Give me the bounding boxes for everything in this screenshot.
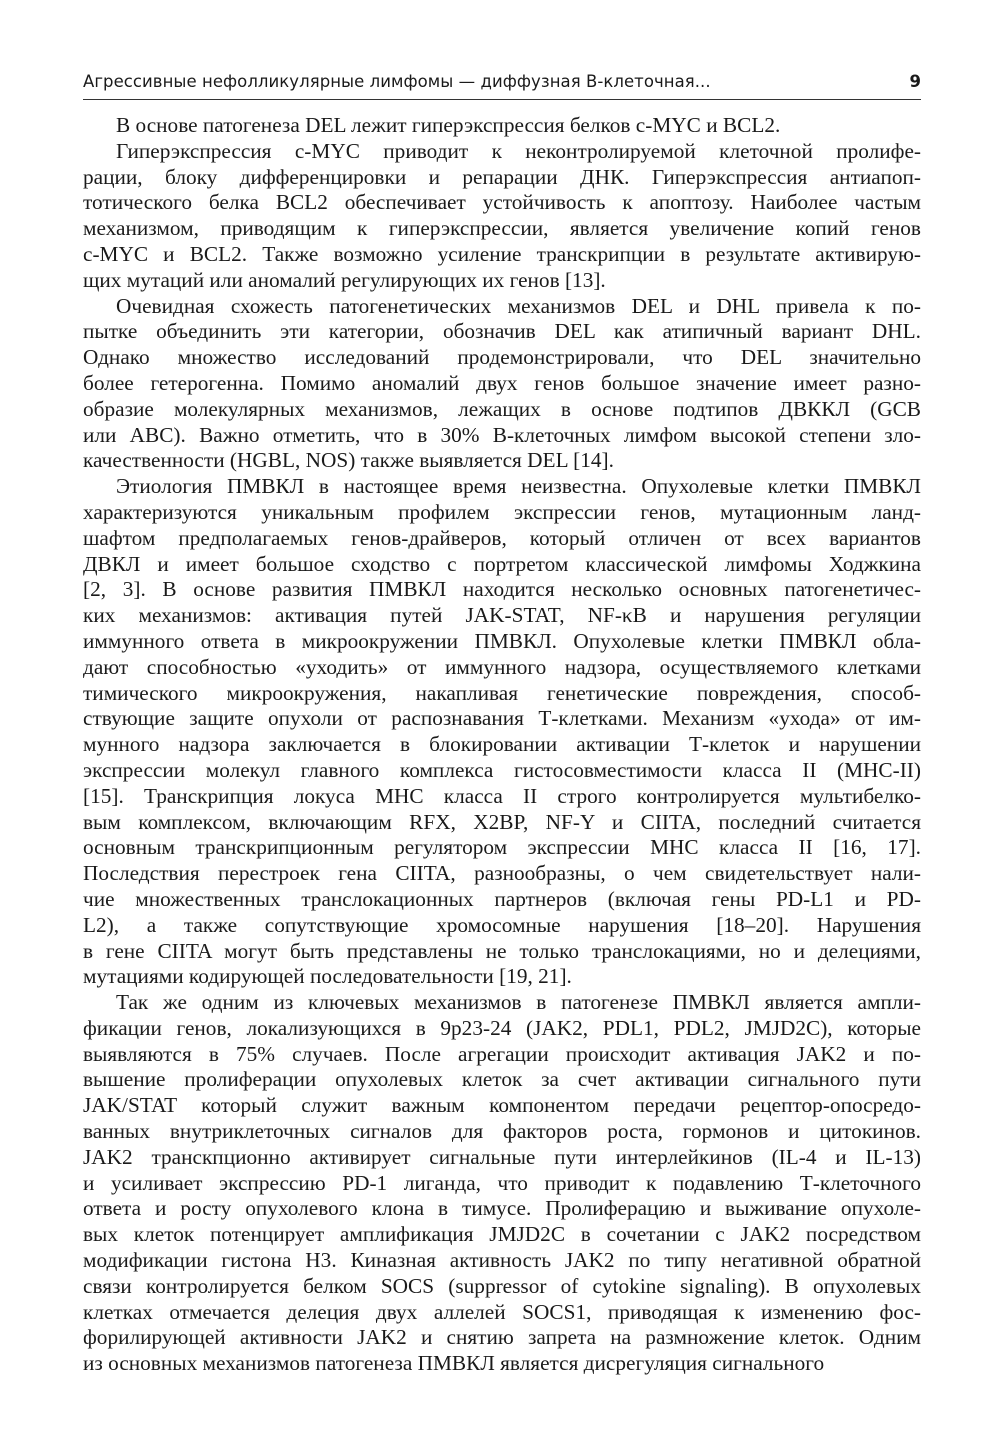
text-line: модификации гистона H3. Киназная активность JAK2 по типу негативной обратной xyxy=(83,1248,921,1273)
text-line: Последствия перестроек гена CIITA, разнообразны, о чем свидетельствует нали- xyxy=(83,861,921,886)
text-line: JAK/STAT который служит важным компонентом передачи рецептор-опосредо- xyxy=(83,1093,921,1118)
text-line: дают способностью «уходить» от иммунного надзора, осуществляемого клетками xyxy=(83,654,921,679)
text-line: Этиология ПМВКЛ в настоящее время неизвестна. Опухолевые клетки ПМВКЛ xyxy=(116,474,921,499)
text-line: тотического белка BCL2 обеспечивает устойчивость к апоптозу. Наиболее частым xyxy=(83,190,921,215)
text-line: Очевидная схожесть патогенетических механизмов DEL и DHL привела к по- xyxy=(116,293,921,318)
text-line: фикации генов, локализующихся в 9p23-24 (JAK2, PDL1, PDL2, JMJD2C), которые xyxy=(83,1015,921,1040)
text-line: клетках отмечается делеция двух аллелей SOCS1, приводящая к изменению фос- xyxy=(83,1299,921,1324)
paragraph xyxy=(83,474,921,990)
text-line: или ABC). Важно отметить, что в 30% В-клеточных лимфом высокой степени зло- xyxy=(83,422,921,447)
text-line: тимического микроокружения, накапливая генетические повреждения, способ- xyxy=(83,680,921,705)
text-line: ванных внутриклеточных сигналов для факторов роста, гормонов и цитокинов. xyxy=(83,1119,921,1144)
text-line: ствующие защите опухоли от распознавания Т-клетками. Механизм «ухода» от им- xyxy=(83,706,921,731)
text-line: иммунного ответа в микроокружении ПМВКЛ. Опухолевые клетки ПМВКЛ обла- xyxy=(83,628,921,653)
text-line: в гене CIITA могут быть представлены не только транслокациями, но и делециями, xyxy=(83,938,921,963)
text-line: ответа и росту опухолевого клона в тимусе. Пролиферацию и выживание опухоле- xyxy=(83,1196,921,1221)
paragraph xyxy=(83,139,921,294)
running-title: Агрессивные нефолликулярные лимфомы — диффузная В-клеточная... xyxy=(83,72,711,91)
header-rule xyxy=(83,99,921,100)
text-line: вым комплексом, включающим RFX, X2BP, NF-Y и CIITA, последний считается xyxy=(83,809,921,834)
page-number: 9 xyxy=(909,72,921,91)
text-line: вышение пролиферации опухолевых клеток за счет активации сигнального пути xyxy=(83,1067,921,1092)
text-line: основным транскрипционным регулятором экспрессии МНС класса II [16, 17]. xyxy=(83,835,921,860)
text-line: образие молекулярных механизмов, лежащих в основе подтипов ДВККЛ (GCB xyxy=(83,396,921,421)
text-line: [15]. Транскрипция локуса МНС класса II строго контролируется мультибелко- xyxy=(83,783,921,808)
text-line: Однако множество исследований продемонстрировали, что DEL значительно xyxy=(83,345,921,370)
text-line: чие множественных транслокационных партнеров (включая гены PD-L1 и PD- xyxy=(83,886,921,911)
text-line: L2), а также сопутствующие хромосомные нарушения [18–20]. Нарушения xyxy=(83,912,921,937)
text-line: шафтом предполагаемых генов-драйверов, который отличен от всех вариантов xyxy=(83,525,921,550)
text-line: рации, блоку дифференцировки и репарации ДНК. Гиперэкспрессия антиапоп- xyxy=(83,164,921,189)
text-line: форилирующей активности JAK2 и снятию запрета на размножение клеток. Одним xyxy=(83,1325,921,1350)
body-text xyxy=(83,113,921,1377)
text-line: В основе патогенеза DEL лежит гиперэкспрессия белков c-MYC и BCL2. xyxy=(116,113,781,137)
text-line: из основных механизмов патогенеза ПМВКЛ является дисрегуляция сигнального xyxy=(83,1351,825,1376)
text-line: и усиливает экспрессию PD-1 лиганда, что приводит к подавлению Т-клеточного xyxy=(83,1170,921,1195)
text-line: JAK2 транскпционно активирует сигнальные пути интерлейкинов (IL-4 и IL-13) xyxy=(83,1144,921,1169)
paragraph xyxy=(83,294,921,475)
text-line: вых клеток потенцирует амплификация JMJD2C в сочетании с JAK2 посредством xyxy=(83,1222,921,1247)
paragraph xyxy=(83,990,921,1377)
text-line: Гиперэкспрессия c-MYC приводит к неконтролируемой клеточной пролифе- xyxy=(116,138,921,163)
text-line: экспрессии молекул главного комплекса гистосовместимости класса II (MHC-II) xyxy=(83,757,921,782)
text-line: качественности (HGBL, NOS) также выявляется DEL [14]. xyxy=(83,448,614,473)
running-head xyxy=(83,72,921,96)
text-line: c-MYC и BCL2. Также возможно усиление транскрипции в результате активирую- xyxy=(83,241,921,266)
text-line: связи контролируется белком SOCS (suppressor of cytokine signaling). В опухолевых xyxy=(83,1273,921,1298)
text-line: щих мутаций или аномалий регулирующих их генов [13]. xyxy=(83,267,606,292)
text-line: Так же одним из ключевых механизмов в патогенезе ПМВКЛ является ампли- xyxy=(116,990,921,1015)
text-line: характеризуются уникальным профилем экспрессии генов, мутационным ланд- xyxy=(83,499,921,524)
text-line: механизмом, приводящим к гиперэкспрессии, является увеличение копий генов xyxy=(83,216,921,241)
text-line: пытке объединить эти категории, обозначив DEL как атипичный вариант DHL. xyxy=(83,319,921,344)
text-line: мунного надзора заключается в блокировании активации Т-клеток и нарушении xyxy=(83,732,921,757)
paragraph xyxy=(83,113,921,139)
text-line: ких механизмов: активация путей JAK-STAT, NF-κB и нарушения регуляции xyxy=(83,603,921,628)
text-line: более гетерогенна. Помимо аномалий двух генов большое значение имеет разно- xyxy=(83,370,921,395)
text-line: выявляются в 75% случаев. После агрегации происходит активация JAK2 и по- xyxy=(83,1041,921,1066)
text-line: [2, 3]. В основе развития ПМВКЛ находится несколько основных патогенетичес- xyxy=(83,577,921,602)
text-line: ДВКЛ и имеет большое сходство с портретом классической лимфомы Ходжкина xyxy=(83,551,921,576)
text-line: мутациями кодирующей последовательности [19, 21]. xyxy=(83,964,572,989)
